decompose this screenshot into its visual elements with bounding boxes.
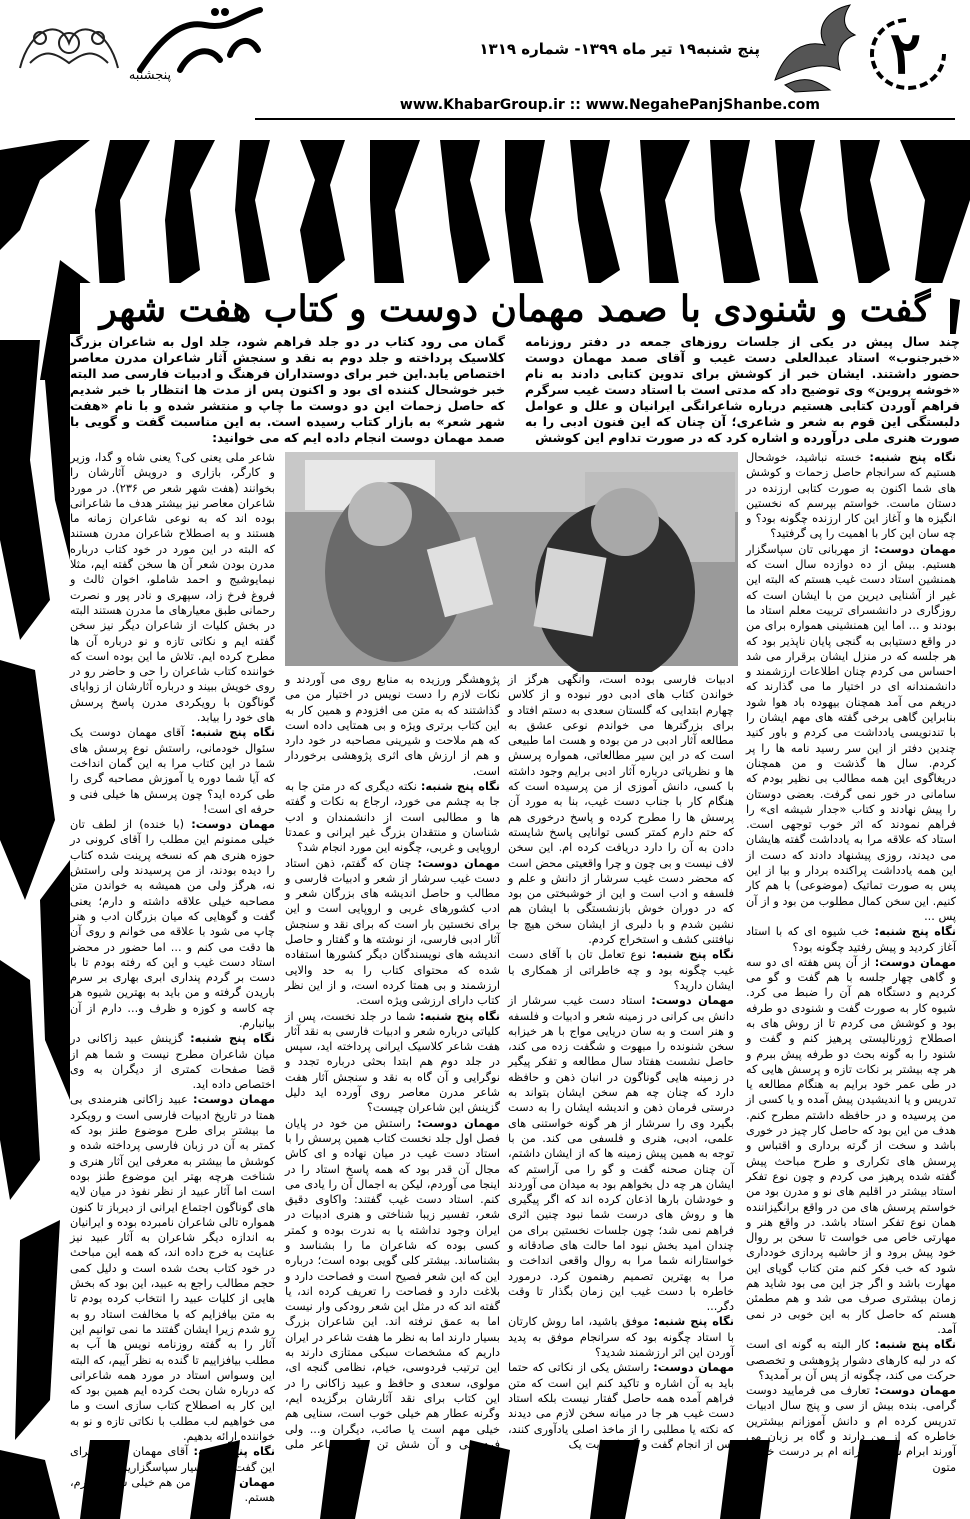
para: مهمان دوست: من هم خیلی سپاسگزارم، هستم. bbox=[70, 1475, 276, 1505]
para: مهمان دوست: از آن پس هفته ای دو سه و گاهی چهار جلسه با هم گفت و گو می کردیم و دستگاه هم آن را ضبط می کرد. شیوه کار به صورت گفت و شنودی دو طرفه بود و کوشش می کردم تا از روش های به اصطلاح ژورنالیستی پرهیز کنم و گفت و شنود را به گونه بحث دو طرفه پیش ببرم و هر چه بیشتر بر نکات تازه و پرسش هایی که در طی عمر خود برایم به هنگام مطالعه یا تدریس و یا اندیشیدن پیش آمده و یا کسی از من پرسیده و در حافظه داشتم مطرح کنم. هدف من این بود که حاصل کار چیز در خوری باشد و سخت از گرته برداری و اقتباس و پرسش های تکراری و طرح مباحث پیش گفته شده پرهیز می کردم و چون نوع تفکر استاد بیشتر در اقلیم های نو و مدرن بود من خواستم پرسش های من در واقع برانگیزاننده همان نوع تفکر استاد باشد. در واقع هنر و مهارتی خاص می خواست تا سخن بر روال خود پیش برود و از حاشیه پردازی خودداری شود که خب فکر کنم متن کتاب گویای این مهارت باشد و اگر جز این می بود شاید هم زمان بیشتری صرف می شد و هم مطمئن هستم که حاصل کار به این خوبی در نمی آمد. bbox=[746, 955, 957, 1336]
para: نگاه پنج شنبه: نکته دیگری که در متن جا به جا به چشم می خورد، ارجاع به نکات و گفته ها و مطالبی است از دانشمندان و ادب شناسان و منتقدان بزرگ غیر ایرانی و عمدتا اروپایی و غربی، چگونه این مورد انجام شد؟ bbox=[285, 780, 500, 855]
header-divider bbox=[255, 118, 955, 120]
para: نگاه پنج شنبه: گزینش عبید زاکانی در میان شاعران مطرح نیست و شما هم از قضا صفحات کمتری از دیگران به وی اختصاص داده اید. bbox=[70, 1032, 275, 1092]
column-middle-left bbox=[285, 672, 501, 1467]
para: مهمان دوست: تعارف می فرمایید دوست گرامی. بنده بیش از سی و پنج سال ادبیات تدریس کرده ام و دانش آموزانم بیشترین خاطره که از من دارند و گاه بر زبان می آورند ابرام سخت گیرانه ام بر درست خوانی متون bbox=[746, 1384, 957, 1474]
logo-subtitle: پنجشنبه bbox=[128, 68, 172, 83]
intro-right-column: چند سال پیش در یکی از جلسات روزهای جمعه در دفتر روزنامه «خبرجنوب» استاد عبدالعلی دست غیب و آقای صمد مهمان دوست حضور داشتند. ایشان خبر از کوشش برای تدوین کتابی دادند به نام «خوشه پروین» وی توضیح داد که مدتی است با استاد دست غیب سرگرم فراهم آوردن کتابی هستیم درباره شاعرانگی ایرانیان و علل و عوامل دلبستگی این قوم به شعر و شاعری؛ آن چنان که این فنون ادبی را به صورت هنری ملی درآورده و اشاره کرد که در صورت تداوم این کوشش bbox=[525, 334, 960, 445]
zebra-stripe-side bbox=[0, 340, 70, 1519]
para: نگاه پنج شنبه: آقای مهمان دوست برای این گفت و گو بسیار سپاسگزاریم. bbox=[70, 1445, 275, 1474]
interviewee-label: مهمان دوست: bbox=[874, 542, 956, 556]
intro-left-column: گمان می رود کتاب در دو جلد فراهم شود، جلد اول به شاعران بزرگ کلاسیک پرداخته و جلد دوم به نقد و سنجش آثار شاعران مدرن معاصر اختصاص یابد.این خبر برای دوستداران فرهنگ و ادبیات فارسی صد البته خبر خوشحال کننده ای بود و اکنون پس از مدت ها انتظار با خبر شدیم که حاصل زحمات این دو دوست ما چاپ و منتشر شده و با نام «هفت شهر شعر» به بازار کتاب رسیده است. به این مناسبت گفت و گویی با صمد مهمان دوست انجام داده ایم که می خوانید: bbox=[70, 334, 505, 445]
para: نگاه پنج شنبه: آقای مهمان دوست یک سئوال خودمانی، راستش نوع پرسش های شما در این کتاب مرا به این گمان انداخت که آیا شما دوره یا آموزش مصاحبه گری را طی کرده اید؟ چون پرسش ها خیلی فنی و حرفه ای است! bbox=[70, 726, 275, 816]
para: مهمان دوست: راستش یکی از نکاتی که حتما باید به آن اشاره و تاکید کنم این است که متن فراهم آمده همه حاصل گفتار نیست بلکه استاد دست غیب هر جا در میانه سخن لازم می دیدند که نکته یا مطلبی را از ماخذ اصلی یادآوری کنند، پس از انجام گفت و گو با درایت یک bbox=[508, 1361, 735, 1451]
para: مهمان دوست: (با خنده) از لطف تان خیلی ممنونم این مطلب را آقای کرونی در حوزه هنری هم که نسخه پرینت شده کتاب را دیده بودند، از من پرسیدند ولی راستش نه، هرگز ولی من همیشه به خواندن متن مصاحبه خیلی علاقه داشته و دارم؛ یعنی گفت و گوهایی که میان بزرگان ادب و هنر چاپ می شود با علاقه می خوانم و روی آن ها دقت می کنم و ... اما حضور در محضر استاد دست غیب و این که رفته بودم تا با دست بر گردم پنداری ابری بهاری بر سرم باریدن گرفته و من باید به بهترین شیوه هر چه کاسه و کوزه و ظرف و... دارم از آن بیانبارم. bbox=[70, 818, 275, 1030]
article-headline: گفت و شنودی با صمد مهمان دوست و کتاب هفت شهر bbox=[80, 283, 950, 379]
para: نگاه پنج شنبه: کار البته به گونه ای است که در لبه کارهای دشوار پژوهشی و تخصصی حرکت می کند، چگونه از پس آن بر آمدید؟ bbox=[746, 1338, 956, 1382]
para: نگاه پنج شنبه: خسته نباشید، خوشحال هستیم که سرانجام حاصل زحمات و کوشش های شما اکنون به صورت کتابی ارزنده در دستان ماست. خواستم بپرسم که نخستین انگیزه ها و آغاز این کار ارزنده چگونه بود؟ و چه سان این کار با اهمیت را پی گرفتید؟ bbox=[746, 451, 956, 541]
para: نگاه پنج شنبه: خب شیوه ای که با استاد آغاز کردید و پیش رفتید چگونه بود؟ bbox=[746, 925, 956, 954]
column-left bbox=[70, 450, 276, 1505]
para: مهمان دوست: چنان که گفتم، ذهن استاد دست غیب سرشار از شعر و ادبیات فارسی و مطالب و حاصل اندیشه های بزرگان شعر و ادب کشورهای غربی و اروپایی است و این برای نخستین بار است که برای نقد و سنجش آثار ادبی فارسی، از نوشته ها و گفتار و حاصل اندیشه های نویسندگان دیگر کشورها استفاده شده که محتوای کتاب را به حد والایی ارزشمند و بی همتا کرده است، و از این نظر کتاب دارای ارزشی ویژه است. bbox=[285, 856, 501, 1008]
issue-date-line: پنج شنبه۱۹ تیر ماه ۱۳۹۹- شماره ۱۳۱۹ bbox=[479, 40, 760, 58]
phoenix-icon bbox=[755, 0, 865, 95]
website-urls[interactable]: www.KhabarGroup.ir :: www.NegahePanjShanbe.com bbox=[399, 97, 820, 113]
para: نگاه پنج شنبه: نوع تعامل تان با آقای دست غیب چگونه بود و چه خاطراتی از همکاری با ایشان دارید؟ bbox=[508, 948, 734, 992]
para: نگاه پنج شنبه: موفق باشید، اما روش کارتان با استاد چگونه بود که سرانجام موفق به پدید آوردن این اثر ارزشمند شدید؟ bbox=[508, 1315, 734, 1360]
para: مهمان دوست: راستش من خود در پایان فصل اول جلد نخست کتاب همین پرسش را با استاد دست غیب در میان نهاده و ای کاش مجال آن قدر بود که همه پاسخ استاد را در اینجا می آوردم، لیکن به اجمال آن را یادی می کنم. استاد دست غیب گفتند: واکاوی دقیق شعر، تفسیر زیبا شناختی و هنری ادبیات در ایران وجود نداشته یا به ندرت بوده و کمتر کسی بوده که شاعران ما را بشناسد و بشناساند. بیشتر کلی گویی بوده است؛ درباره این که این شعر فصیح است و فصاحت دارد و بلاغت دارد و فصاحت را تعریف کرده اند، یا گفته اند که در مثل این شعر رودکی وار نیست اما به عمق نرفته اند. این شاعران بزرگ بسیار دارند اما به نظر ما هفت شاعر در ایران داریم که مشخصات سبکی ممتازی دارند به این ترتیب فردوسی، خیام، نظامی گنجه ای، مولوی، سعدی و حافظ و عبید زاکانی را در این کتاب برای نقد آثارشان برگزیده ایم، وگرنه عطار هم خیلی خوب است، سنایی هم خیلی مهم است یا صائب، دیگران و... ولی فردوسی و آن شش تن دیگر، شاعر ملی هستند! bbox=[285, 1116, 501, 1467]
para: مهمان دوست: استاد دست غیب سرشار از دانش بی کرانی در زمینه شعر و ادبیات و فلسفه و هنر است و به سان دریایی مواج با هر خیزابه سخن شنونده را مبهوت و شگفت زده می کند، حاصل نشست هفتاد سال مطالعه و تفکر پیگیر در زمینه هایی گوناگون در انبان ذهن و حافظه دارد که چنان چه هم سخن ایشان بتواند به درستی فرمان ذهن و اندیشه ایشان را به دست بگیرد وی را سرشار از هر گونه خواستنی های علمی، ادبی، هنری و فلسفی می کند. من با توجه به همین پیش زمینه ها که از ایشان داشتم، آن چنان صحنه گفت و گو را می آراستم که ایشان هر چه دل بخواهم بود به میدان می آوردند و خودشان بارها اذعان کرده اند که اگر پیگیری ها و روش های درست شما نبود چنین اثری فراهم نمی شد؛ چون جلسات نخستین برای من چندان امید بخش نبود اما حالت های صادقانه و خواستارانه شما مرا به روال واقعی انداخت و مرا به بهترین تصمیم رهنمون کرد. درمورد خاطره با دست غیب این زمان بگذار تا وقت دگر... bbox=[508, 994, 734, 1314]
para: شاعر ملی یعنی کی؟ یعنی شاه و گدا، وزیر و کارگر، بازاری و درویش آثارشان را بخوانند (هفت شهر شعر ص ۲۳۶). در مورد شاعران معاصر نیز بیشتر هدف ما شاعرانی بوده اند که به نوعی شاعران زمانه ما هستند و به اصطلاح شاعران مدرن هستند که البته در این مورد در خود کتاب درباره مدرن بودن شعر آن ها سخن گفته ایم، مثلا نیمایوشیج و احمد شاملو، اخوان ثالث و فروغ فرخ زاد، سپهری و نادر پور و نصرت رحمانی طبق معیارهای ما مدرن هستند البته در بخش کلیات از شاعران دیگر نیز سخن گفته ایم و نکاتی تازه و نو درباره آن ها مطرح کرده ایم. تلاش ما این بوده است که خواننده کتاب شاعران را حی و حاضر رو در روی خویش ببیند و درباره آثارشان از زوایای گوناگون با رویکردی مدرن پاسخ پرسش های خود را بیابد. bbox=[70, 451, 275, 725]
para: ادبیات فارسی بوده است، وانگهی هرگز از خواندن کتاب های ادبی دور نبوده و از کلاس چهارم ابتدایی که گلستان سعدی به دستم افتاد و برای بزرگترها می خواندم نوعی عشق به مطالعه آثار ادبی در من بوده و هست اما طبیعی است که در این سیر مطالعاتی، همواره پرسش ها و نظریاتی درباره آثار ادبی برایم وجود داشته با کسی، دانش آموزی از من پرسیده است که هنگام کار با جناب دست غیب، بنا به مورد آن پرسش ها را مطرح کرده و پاسخ درخوری هم که حتم دارم کمتر کسی توانایی پاسخ شایسته دادن به آن را دارد دریافت کرده ام. این سخن لاف نیست و بی چون و چرا واقعیتی محض است که محضر دست غیب سرشار از دانش و علم و فلسفه و ادب است و این از خوشبختی من بود که در دوران خوش بازنشستگی با ایشان هم نشین شدم و با دلبری از ایشان سخن هیچ جا نیافتنی کشف و استخراج کردم. bbox=[508, 673, 734, 947]
page-number: ۲ bbox=[889, 19, 922, 87]
para: پژوهشگر ورزیده به منابع روی می آوردند و نکات لازم را دست نویس در اختیار من می گذاشتند که به متن می افزودم و همین کار به این کتاب برتری ویژه و بی همتایی داده است که هم ملاحت و شیرینی مصاحبه در خود دارد و هم از ارزش های اثری پژوهشی برخوردار است. bbox=[285, 673, 500, 778]
article-intro bbox=[70, 334, 960, 445]
para: مهمان دوست: عبید زاکانی هنرمندی بی همتا در تاریخ ادبیات فارسی است و رویکرد ما بیشتر برای طرح موضوع طنز بود که کمتر به آن در زبان فارسی پرداخته شده و کوشش ما بیشتر به معرفی این آثار هنری و شناخت هرچه بهتر این موضوع طنز بوده است اما آثار عبید از نظر نفوذ در میان لایه های گوناگون اجتماع ایرانی از دیرباز تا کنون همواره تالی شاعران نامبرده بوده و ایرانیان به اندازه دیگر شاعران به آثار عبید نیز عنایت به خرج داده اند، که همه این مباحث در خود کتاب بحث شده است و دلیل کمی حجم مطالب راجع به عبید، این بود که بخش هایی از کلیات عبید را انتخاب کرده بودم تا به متن بیافزایم که با مخالفت استاد رو به رو شدم زیرا ایشان گفتند ما نمی توانیم این آثار را به گفته روزنامه نویس ها آب به مطلب بیافزاییم تا گنده به نظر آییم، که البته این وسواس استاد در مورد همه شاعرانی که درباره شان بحث کرده ایم همین بود که این کار به اصطلاح کتاب سازی است و ما می خواهیم لب مطلب با نکاتی تازه و نو به خواننده ارائه بدهیم. bbox=[70, 1093, 275, 1443]
interviewer-label: نگاه پنج شنبه: bbox=[869, 451, 956, 464]
column-middle bbox=[508, 672, 735, 1451]
para: نگاه پنج شنبه: شما در جلد نخست، پس از کلیاتی درباره شعر و ادبیات فارسی به نقد آثار هفت شاعر کلاسیک ایرانی پرداخته اید، سپس در جلد دوم هم ابتدا بحثی درباره تجدد و نوگرایی و آن گاه به نقد و سنجش آثار هفت شاعر مدرن معاصر روی آورده اید دلیل گزینش این شاعران چیست؟ bbox=[285, 1009, 500, 1115]
interview-photo bbox=[285, 452, 738, 666]
para: مهمان دوست: از مهربانی تان سپاسگزار هستیم. بیش از ده دوازده سال است که همنشین استاد دست غیب هستم که البته این غیر از آشنایی دیرین من با ایشان است که روزگاری در دانشسرای تربیت معلم استاد ما بودند و ... اما این همنشینی همواره برای من در واقع دستیابی به گنجی پایان ناپذیر بود که هر جلسه که در منزل ایشان برقرار می شد احساس می کردم چنان اطلاعات ارزشمند و دانشمندانه ای در اختیار ما می گذارند که دریغم می آمد همچنان بیهوده باد هوا شود بنابراین گاهی برخی گفته های مهم ایشان را با تندنویسی یادداشت می کردم و باور کنید چندین دفتر از این سر رسید نامه ها را پر کردم. سال ها گذشت و من همچنان دریغاگوی این همه مطالب بی نظیر بودم که سامانی در خور نمی گرفت. بعضی دوستان را پیش نهادند و کتاب «جدار شیشه ای» را فراهم نمودند که اثر خوب توجهی است. استاد که علاقه مرا به یادداشت گفته هایشان می دیدند، روزی پیشنهاد دادند که دست از این همه یادداشت پراکنده بردار و بیا از این پس به صورت تماتیک (موضوعی) با هم کار کنیم. این سخن کمال مطلوب من بود و از آن پس ... bbox=[746, 542, 956, 923]
column-right bbox=[746, 450, 957, 1474]
